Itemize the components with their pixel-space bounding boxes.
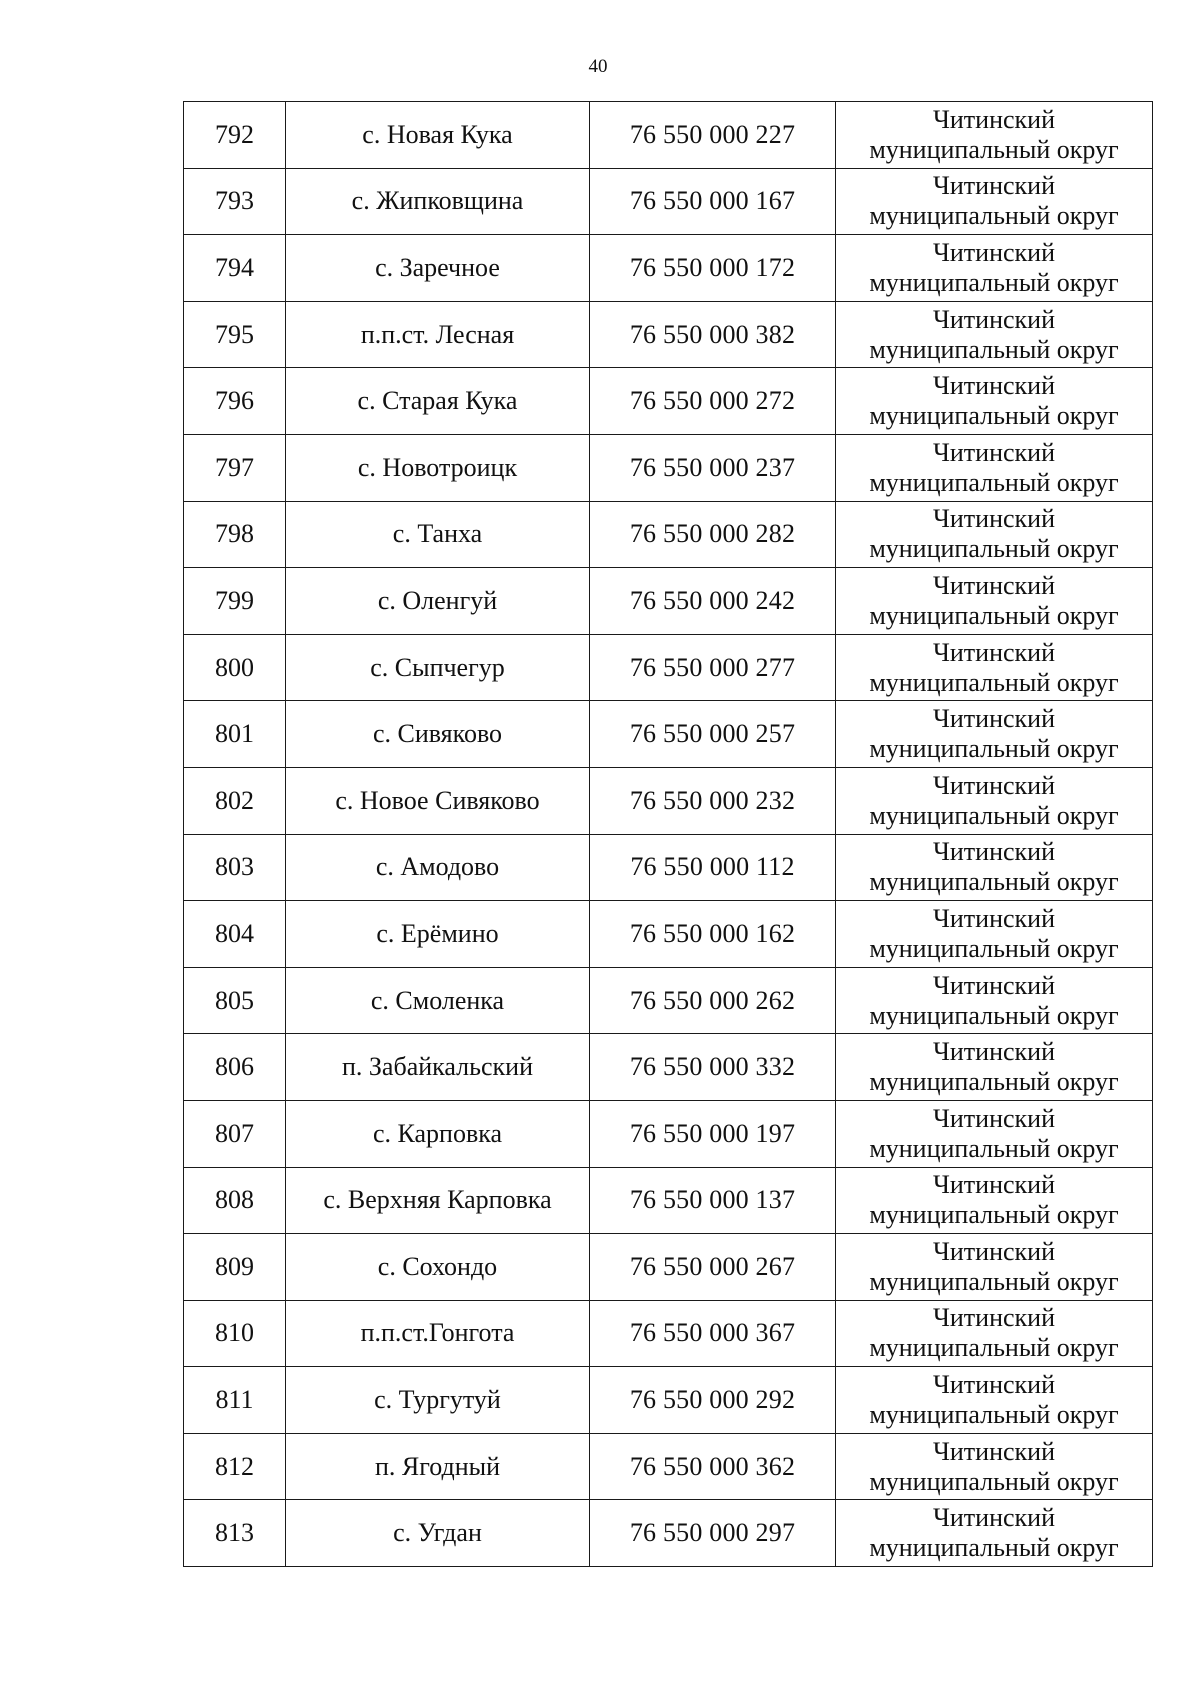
- settlement-name-cell: с. Сивяково: [286, 701, 590, 768]
- settlement-name-cell: с. Амодово: [286, 834, 590, 901]
- oktmo-code-cell: 76 550 000 232: [590, 767, 836, 834]
- district-cell: [836, 901, 1153, 968]
- settlement-name-cell: с. Угдан: [286, 1500, 590, 1567]
- table-row: [184, 901, 1153, 968]
- district-cell: [836, 1100, 1153, 1167]
- district-cell: [836, 301, 1153, 368]
- page-number: [60, 56, 1200, 78]
- district-name-line: Читинский: [932, 1503, 1055, 1533]
- district-type-line: муниципальный округ: [869, 134, 1119, 164]
- table-row: [184, 1300, 1153, 1367]
- district-cell: [836, 701, 1153, 768]
- district-name-line: Читинский: [932, 504, 1055, 534]
- row-number-cell: 792: [184, 102, 286, 169]
- settlement-name-cell: с. Заречное: [286, 235, 590, 302]
- district-name-line: Читинский: [932, 1170, 1055, 1200]
- oktmo-code-cell: 76 550 000 167: [590, 168, 836, 235]
- settlement-name-cell: с. Сыпчегур: [286, 634, 590, 701]
- district-type-line: муниципальный округ: [869, 1400, 1119, 1430]
- row-number-cell: 809: [184, 1234, 286, 1301]
- district-name-line: Читинский: [932, 1037, 1055, 1067]
- district-cell: [836, 967, 1153, 1034]
- oktmo-code-cell: 76 550 000 362: [590, 1433, 836, 1500]
- row-number-cell: 793: [184, 168, 286, 235]
- table-row: [184, 834, 1153, 901]
- district-cell: [836, 1234, 1153, 1301]
- district-type-line: муниципальный округ: [869, 667, 1119, 697]
- district-type-line: муниципальный округ: [869, 1067, 1119, 1097]
- row-number-cell: 796: [184, 368, 286, 435]
- row-number-cell: 803: [184, 834, 286, 901]
- oktmo-code-cell: 76 550 000 282: [590, 501, 836, 568]
- row-number-cell: 800: [184, 634, 286, 701]
- row-number-cell: 801: [184, 701, 286, 768]
- district-cell: [836, 1367, 1153, 1434]
- row-number-cell: 806: [184, 1034, 286, 1101]
- oktmo-code-cell: 76 550 000 172: [590, 235, 836, 302]
- district-cell: [836, 568, 1153, 635]
- row-number-cell: 811: [184, 1367, 286, 1434]
- district-type-line: муниципальный округ: [869, 1200, 1119, 1230]
- district-name-line: Читинский: [932, 570, 1055, 600]
- settlement-name-cell: с. Карповка: [286, 1100, 590, 1167]
- district-name-line: Читинский: [932, 970, 1055, 1000]
- row-number-cell: 807: [184, 1100, 286, 1167]
- row-number-cell: 805: [184, 967, 286, 1034]
- oktmo-code-cell: 76 550 000 382: [590, 301, 836, 368]
- row-number-cell: 808: [184, 1167, 286, 1234]
- district-type-line: муниципальный округ: [869, 401, 1119, 431]
- district-cell: [836, 1433, 1153, 1500]
- district-type-line: муниципальный округ: [869, 201, 1119, 231]
- district-name-line: Читинский: [932, 104, 1055, 134]
- row-number-cell: 797: [184, 434, 286, 501]
- district-name-line: Читинский: [932, 903, 1055, 933]
- district-name-line: Читинский: [932, 1303, 1055, 1333]
- district-name-line: Читинский: [932, 1103, 1055, 1133]
- district-name-line: Читинский: [932, 304, 1055, 334]
- row-number-cell: 798: [184, 501, 286, 568]
- district-type-line: муниципальный округ: [869, 1266, 1119, 1296]
- settlement-name-cell: с. Жипковщина: [286, 168, 590, 235]
- district-cell: [836, 1034, 1153, 1101]
- table-row: [184, 568, 1153, 635]
- oktmo-code-cell: 76 550 000 367: [590, 1300, 836, 1367]
- district-name-line: Читинский: [932, 171, 1055, 201]
- table-row: [184, 1034, 1153, 1101]
- table-row: [184, 434, 1153, 501]
- district-type-line: муниципальный округ: [869, 734, 1119, 764]
- district-type-line: муниципальный округ: [869, 334, 1119, 364]
- table-row: [184, 1167, 1153, 1234]
- oktmo-code-cell: 76 550 000 242: [590, 568, 836, 635]
- oktmo-code-cell: 76 550 000 262: [590, 967, 836, 1034]
- oktmo-code-cell: 76 550 000 197: [590, 1100, 836, 1167]
- oktmo-code-cell: 76 550 000 277: [590, 634, 836, 701]
- district-type-line: муниципальный округ: [869, 467, 1119, 497]
- district-name-line: Читинский: [932, 837, 1055, 867]
- oktmo-code-cell: 76 550 000 257: [590, 701, 836, 768]
- district-cell: [836, 767, 1153, 834]
- table-row: [184, 634, 1153, 701]
- district-name-line: Читинский: [932, 1370, 1055, 1400]
- row-number-cell: 810: [184, 1300, 286, 1367]
- settlement-name-cell: с. Старая Кука: [286, 368, 590, 435]
- table-row: [184, 1433, 1153, 1500]
- district-name-line: Читинский: [932, 704, 1055, 734]
- district-name-line: Читинский: [932, 1236, 1055, 1266]
- district-type-line: муниципальный округ: [869, 867, 1119, 897]
- table-row: [184, 301, 1153, 368]
- district-cell: [836, 434, 1153, 501]
- settlement-name-cell: п. Ягодный: [286, 1433, 590, 1500]
- table-row: [184, 235, 1153, 302]
- district-name-line: Читинский: [932, 770, 1055, 800]
- row-number-cell: 802: [184, 767, 286, 834]
- oktmo-code-cell: 76 550 000 332: [590, 1034, 836, 1101]
- table-row: [184, 168, 1153, 235]
- settlement-name-cell: п. Забайкальский: [286, 1034, 590, 1101]
- oktmo-code-cell: 76 550 000 267: [590, 1234, 836, 1301]
- district-name-line: Читинский: [932, 237, 1055, 267]
- district-type-line: муниципальный округ: [869, 1333, 1119, 1363]
- district-cell: [836, 834, 1153, 901]
- table-row: [184, 1500, 1153, 1567]
- district-type-line: муниципальный округ: [869, 534, 1119, 564]
- district-cell: [836, 368, 1153, 435]
- page-number-text: 40: [588, 56, 608, 77]
- district-cell: [836, 235, 1153, 302]
- settlement-name-cell: п.п.ст.Гонгота: [286, 1300, 590, 1367]
- settlements-table: [183, 101, 1153, 1567]
- district-cell: [836, 1167, 1153, 1234]
- district-cell: [836, 501, 1153, 568]
- settlement-name-cell: с. Тургутуй: [286, 1367, 590, 1434]
- table-row: [184, 967, 1153, 1034]
- district-cell: [836, 102, 1153, 169]
- district-type-line: муниципальный округ: [869, 267, 1119, 297]
- row-number-cell: 804: [184, 901, 286, 968]
- district-type-line: муниципальный округ: [869, 600, 1119, 630]
- settlement-name-cell: с. Верхняя Карповка: [286, 1167, 590, 1234]
- oktmo-code-cell: 76 550 000 137: [590, 1167, 836, 1234]
- district-cell: [836, 1300, 1153, 1367]
- table-row: [184, 368, 1153, 435]
- table-row: [184, 767, 1153, 834]
- table-row: [184, 501, 1153, 568]
- row-number-cell: 794: [184, 235, 286, 302]
- table-row: [184, 102, 1153, 169]
- district-type-line: муниципальный округ: [869, 933, 1119, 963]
- settlement-name-cell: с. Новое Сивяково: [286, 767, 590, 834]
- district-type-line: муниципальный округ: [869, 1000, 1119, 1030]
- district-cell: [836, 634, 1153, 701]
- district-name-line: Читинский: [932, 437, 1055, 467]
- district-name-line: Читинский: [932, 637, 1055, 667]
- settlement-name-cell: с. Смоленка: [286, 967, 590, 1034]
- settlements-table-body: [184, 102, 1153, 1567]
- table-row: [184, 1234, 1153, 1301]
- oktmo-code-cell: 76 550 000 272: [590, 368, 836, 435]
- oktmo-code-cell: 76 550 000 227: [590, 102, 836, 169]
- district-cell: [836, 168, 1153, 235]
- table-row: [184, 1100, 1153, 1167]
- district-type-line: муниципальный округ: [869, 1533, 1119, 1563]
- settlement-name-cell: с. Новая Кука: [286, 102, 590, 169]
- oktmo-code-cell: 76 550 000 237: [590, 434, 836, 501]
- oktmo-code-cell: 76 550 000 297: [590, 1500, 836, 1567]
- settlement-name-cell: с. Танха: [286, 501, 590, 568]
- table-row: [184, 701, 1153, 768]
- district-type-line: муниципальный округ: [869, 800, 1119, 830]
- row-number-cell: 795: [184, 301, 286, 368]
- oktmo-code-cell: 76 550 000 112: [590, 834, 836, 901]
- settlement-name-cell: с. Сохондо: [286, 1234, 590, 1301]
- row-number-cell: 813: [184, 1500, 286, 1567]
- row-number-cell: 799: [184, 568, 286, 635]
- settlement-name-cell: п.п.ст. Лесная: [286, 301, 590, 368]
- oktmo-code-cell: 76 550 000 292: [590, 1367, 836, 1434]
- settlement-name-cell: с. Ерёмино: [286, 901, 590, 968]
- oktmo-code-cell: 76 550 000 162: [590, 901, 836, 968]
- district-name-line: Читинский: [932, 1436, 1055, 1466]
- district-name-line: Читинский: [932, 371, 1055, 401]
- district-type-line: муниципальный округ: [869, 1133, 1119, 1163]
- district-cell: [836, 1500, 1153, 1567]
- district-type-line: муниципальный округ: [869, 1466, 1119, 1496]
- settlement-name-cell: с. Новотроицк: [286, 434, 590, 501]
- settlement-name-cell: с. Оленгуй: [286, 568, 590, 635]
- row-number-cell: 812: [184, 1433, 286, 1500]
- table-row: [184, 1367, 1153, 1434]
